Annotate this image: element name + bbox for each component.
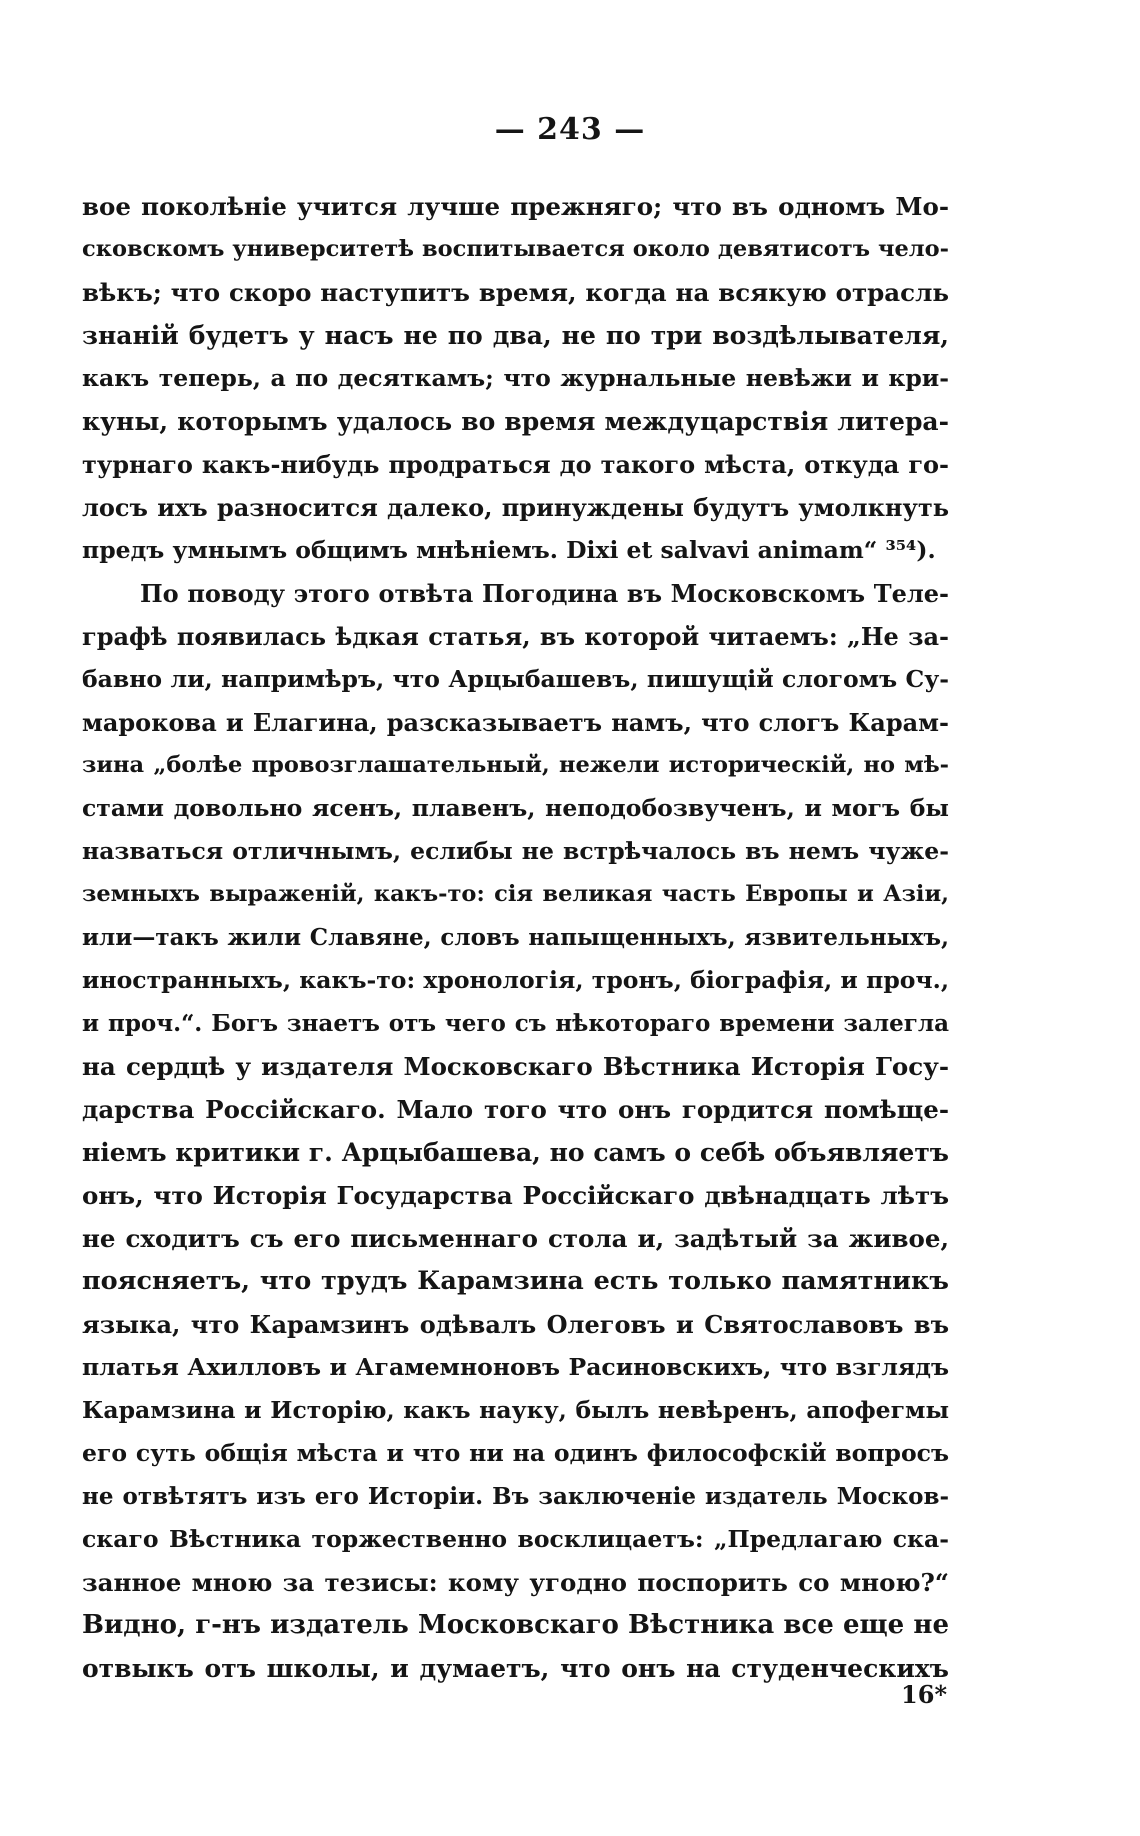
text-line: сковскомъ университетѣ воспитывается около девятисотъ чело- xyxy=(82,236,949,262)
text-line: какъ теперь, а по десяткамъ; что журнальные невѣжи и кри- xyxy=(82,364,949,392)
text-line: не отвѣтятъ изъ его Исторіи. Въ заключеніе издатель Москов- xyxy=(82,1483,949,1510)
text-line: лосъ ихъ разносится далеко, принуждены будутъ умолкнуть xyxy=(82,493,949,522)
text-line: Карамзина и Исторію, какъ науку, былъ невѣренъ, апофегмы xyxy=(82,1396,949,1424)
text-line: назваться отличнымъ, еслибы не встрѣчалось въ немъ чуже- xyxy=(82,837,949,865)
text-block xyxy=(82,185,949,1690)
text-line: платья Ахилловъ и Агамемноновъ Расиновскихъ, что взглядъ xyxy=(82,1353,949,1381)
text-line: и проч.“. Богъ знаетъ отъ чего съ нѣкотораго времени залегла xyxy=(82,1010,949,1037)
text-line: земныхъ выраженій, какъ-то: сія великая часть Европы и Азіи, xyxy=(82,881,949,907)
text-line: турнаго какъ-нибудь продраться до такого мѣста, откуда го- xyxy=(82,450,949,479)
text-line: ніемъ критики г. Арцыбашева, но самъ о себѣ объявляетъ xyxy=(82,1138,949,1167)
text-line: на сердцѣ у издателя Московскаго Вѣстника Исторія Госу- xyxy=(82,1052,949,1081)
text-line: графѣ появилась ѣдкая статья, въ которой читаемъ: „Не за- xyxy=(82,622,949,651)
text-line: или—такъ жили Славяне, словъ напыщенныхъ, язвительныхъ, xyxy=(82,924,949,951)
text-line: онъ, что Исторія Государства Россійскаго двѣнадцать лѣтъ xyxy=(82,1181,949,1210)
text-line: отвыкъ отъ школы, и думаетъ, что онъ на студенческихъ xyxy=(82,1654,949,1683)
text-line: поясняетъ, что трудъ Карамзина есть только памятникъ xyxy=(82,1266,949,1296)
text-line: языка, что Карамзинъ одѣвалъ Олеговъ и Святославовъ въ xyxy=(82,1310,949,1339)
signature-mark: 16* xyxy=(901,1680,947,1709)
text-line: иностранныхъ, какъ-то: хронологія, тронъ, біографія, и проч., xyxy=(82,966,949,994)
text-line: Видно, г-нъ издатель Московскаго Вѣстника все еще не xyxy=(82,1610,949,1640)
text-line: не сходитъ съ его письменнаго стола и, задѣтый за живое, xyxy=(82,1224,949,1253)
text-line: стами довольно ясенъ, плавенъ, неподобозвученъ, и могъ бы xyxy=(82,794,949,822)
text-line: вѣкъ; что скоро наступитъ время, когда на всякую отрасль xyxy=(82,278,949,307)
text-line: занное мною за тезисы: кому угодно поспорить со мною?“ xyxy=(82,1568,949,1597)
text-line: По поводу этого отвѣта Погодина въ Московскомъ Теле- xyxy=(140,579,949,608)
text-line: марокова и Елагина, разсказываетъ намъ, что слогъ Карам- xyxy=(82,708,949,737)
text-line: его суть общія мѣста и что ни на одинъ философскій вопросъ xyxy=(82,1439,949,1467)
text-line: зина „болѣе провозглашательный, нежели историческій, но мѣ- xyxy=(82,752,949,778)
text-line: бавно ли, напримѣръ, что Арцыбашевъ, пишущій слогомъ Су- xyxy=(82,665,949,693)
text-line: вое поколѣніе учится лучше прежняго; что въ одномъ Мо- xyxy=(82,192,949,221)
text-line: знаній будетъ у насъ не по два, не по три воздѣлывателя, xyxy=(82,321,949,350)
page-number: — 243 — xyxy=(494,112,646,147)
text-line: куны, которымъ удалось во время междуцарствія литера- xyxy=(82,407,949,436)
text-line: дарства Россійскаго. Мало того что онъ гордится помѣще- xyxy=(82,1095,949,1124)
text-line: скаго Вѣстника торжественно восклицаетъ: „Предлагаю ска- xyxy=(82,1525,949,1553)
text-line: предъ умнымъ общимъ мнѣніемъ. Dixi et salvavi animam“ ³⁵⁴). xyxy=(82,536,936,564)
